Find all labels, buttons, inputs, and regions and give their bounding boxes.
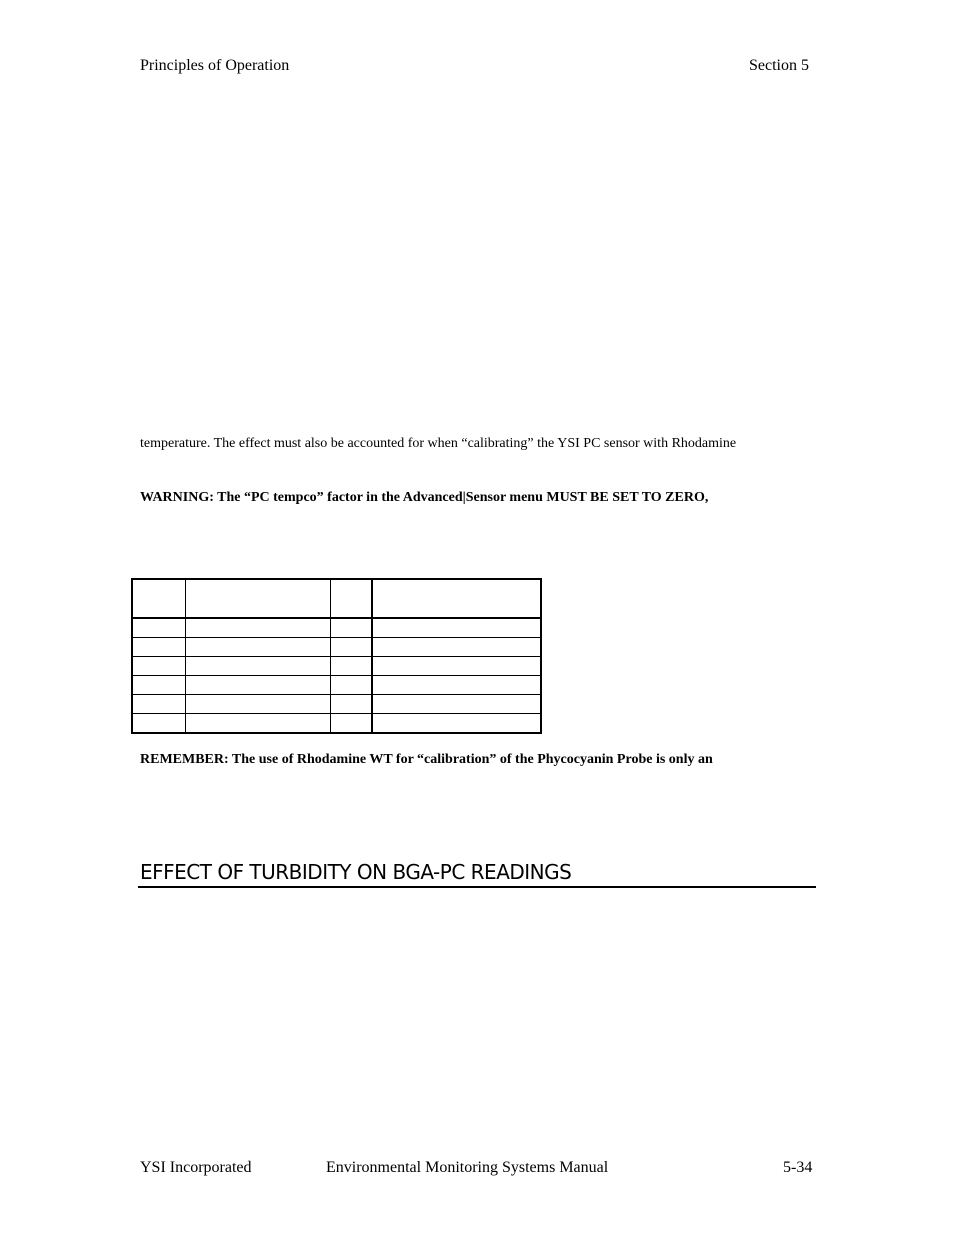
table-cell <box>132 676 186 695</box>
table-cell <box>331 638 373 657</box>
table-cell <box>372 676 541 695</box>
table-row <box>132 638 541 657</box>
table-cell <box>132 618 186 638</box>
section-heading: EFFECT OF TURBIDITY ON BGA-PC READINGS <box>140 860 572 884</box>
table-cell <box>132 638 186 657</box>
heading-underline <box>138 886 816 888</box>
table-row <box>132 714 541 734</box>
table-header-cell <box>331 579 373 618</box>
table-header-cell <box>372 579 541 618</box>
footer-manual-title: Environmental Monitoring Systems Manual <box>326 1159 609 1176</box>
table-cell <box>331 714 373 734</box>
table-cell <box>331 657 373 676</box>
header-section-number: Section 5 <box>749 57 809 74</box>
table-cell <box>372 714 541 734</box>
table-row <box>132 695 541 714</box>
table-cell <box>186 618 331 638</box>
header-section-title: Principles of Operation <box>140 57 290 74</box>
table-cell <box>186 638 331 657</box>
remember-note: REMEMBER: The use of Rhodamine WT for “calibration” of the Phycocyanin Probe is only an <box>140 752 713 767</box>
table-header-row <box>132 579 541 618</box>
footer-company: YSI Incorporated <box>140 1159 252 1176</box>
warning-note: WARNING: The “PC tempco” factor in the Advanced|Sensor menu MUST BE SET TO ZERO, <box>140 490 709 505</box>
table-header-cell <box>132 579 186 618</box>
table-cell <box>372 657 541 676</box>
data-table <box>131 578 542 734</box>
temperature-paragraph: temperature. The effect must also be accounted for when “calibrating” the YSI PC sensor with Rhodamine <box>140 436 737 451</box>
table-cell <box>372 695 541 714</box>
table-header-cell <box>186 579 331 618</box>
table-cell <box>186 714 331 734</box>
table-cell <box>331 676 373 695</box>
table-cell <box>186 676 331 695</box>
table-cell <box>331 618 373 638</box>
footer-page-number: 5-34 <box>783 1159 813 1176</box>
table-cell <box>132 714 186 734</box>
table-row <box>132 676 541 695</box>
table-row <box>132 657 541 676</box>
table-cell <box>132 657 186 676</box>
table-cell <box>132 695 186 714</box>
table-row <box>132 618 541 638</box>
table-cell <box>331 695 373 714</box>
table-cell <box>186 657 331 676</box>
table-cell <box>186 695 331 714</box>
table-cell <box>372 618 541 638</box>
table-cell <box>372 638 541 657</box>
